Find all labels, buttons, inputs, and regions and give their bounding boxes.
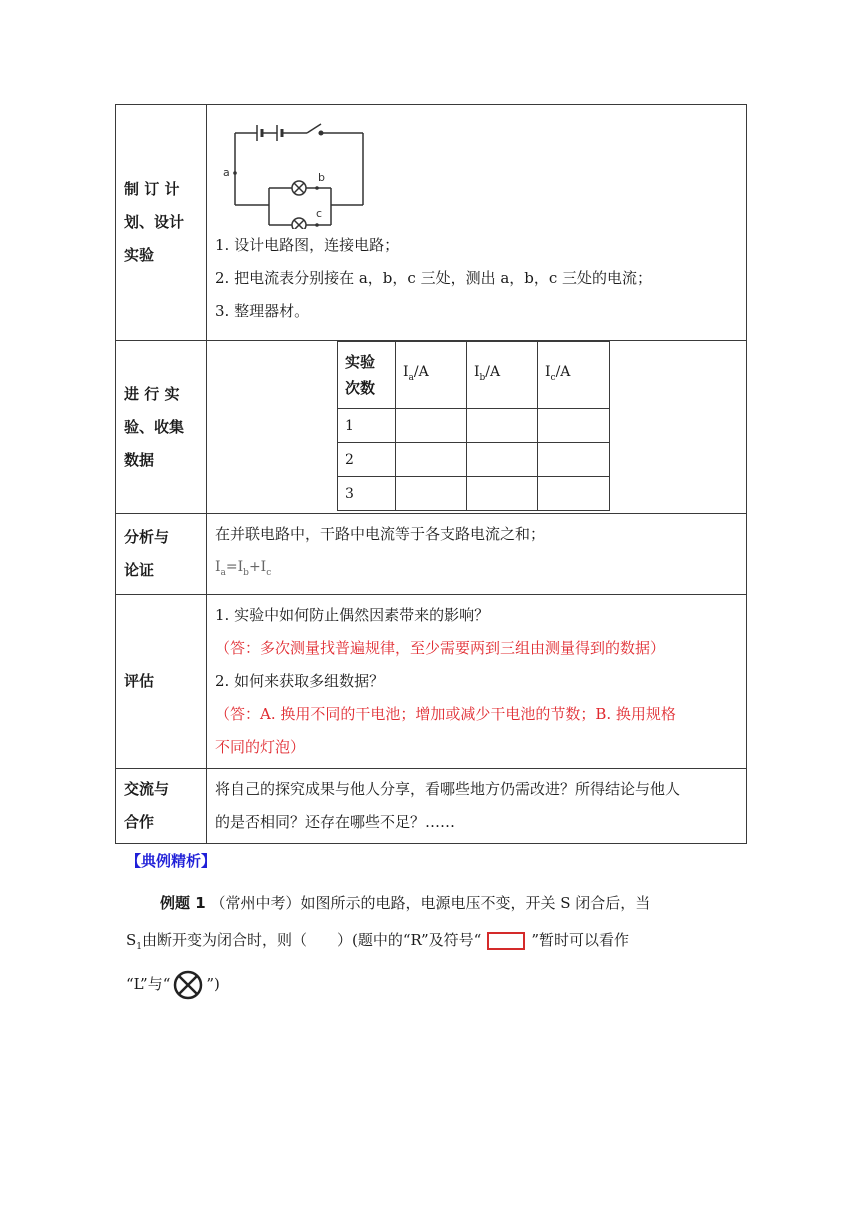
circuit-label-c: c [316, 207, 323, 220]
formula-equals: = [225, 559, 238, 575]
circuit-label-a: a [223, 166, 230, 179]
label-exchange-line2: 合作 [124, 812, 155, 831]
formula-ic-sub: c [266, 567, 272, 578]
example-line3 [126, 966, 746, 1003]
row-plan [116, 105, 747, 341]
data-table [337, 341, 610, 511]
section-title: 【典例精析】 [126, 852, 217, 870]
row-evaluation [116, 594, 747, 768]
table-cell [396, 477, 467, 511]
evaluation-question-2: 2. 如何来获取多组数据？ [215, 671, 385, 690]
label-experiment-line2: 验、收集 [124, 417, 185, 436]
table-cell [396, 409, 467, 443]
label-plan [116, 105, 207, 341]
current-formula [215, 551, 738, 590]
header-ib-unit: /A [485, 364, 501, 381]
table-cell [396, 443, 467, 477]
switch-s-sub: 1 [136, 942, 143, 952]
analysis-text: 在并联电路中，干路中电流等于各支路电流之和； [215, 525, 546, 543]
table-row [338, 477, 610, 511]
row-analysis [116, 514, 747, 595]
header-ib-sub: b [479, 372, 486, 383]
label-analysis-line2: 论证 [124, 560, 155, 579]
exchange-content [207, 768, 747, 843]
table-row [338, 409, 610, 443]
example-line2 [126, 922, 746, 966]
trial-number: 3 [338, 477, 396, 511]
header-ia [396, 342, 467, 409]
label-exchange-line1: 交流与 [124, 779, 170, 798]
label-plan-line2: 划、设计 [124, 213, 185, 231]
switch-s: S [126, 931, 137, 949]
plan-step-1: 1. 设计电路图，连接电路； [215, 236, 400, 254]
table-cell [467, 409, 538, 443]
formula-plus: + [248, 559, 261, 575]
resistor-symbol-icon [487, 932, 525, 950]
circuit-label-b: b [318, 171, 325, 184]
trial-number: 2 [338, 443, 396, 477]
header-trial [338, 342, 396, 409]
evaluation-content [207, 594, 747, 768]
header-trial-line1: 实验 [345, 353, 376, 371]
header-ib [467, 342, 538, 409]
header-ic [538, 342, 610, 409]
plan-step-3: 3. 整理器材。 [215, 302, 310, 320]
evaluation-answer-2-line2: 不同的灯泡） [215, 737, 306, 756]
header-ic-main: I [545, 364, 551, 381]
row-exchange [116, 768, 747, 843]
header-ia-sub: a [408, 372, 414, 383]
plan-step-2: 2. 把电流表分别接在 a，b，c 三处，测出 a，b，c 三处的电流； [215, 269, 653, 287]
row-experiment [116, 341, 747, 514]
table-cell [467, 443, 538, 477]
table-cell [538, 477, 610, 511]
trial-number: 1 [338, 409, 396, 443]
example-label: 例题 1 [160, 894, 206, 912]
experiment-content [207, 341, 747, 514]
label-plan-line3: 实验 [124, 246, 155, 264]
label-exchange [116, 768, 207, 843]
header-ic-unit: /A [555, 364, 571, 381]
label-experiment-line1: 进 行 实 [124, 384, 180, 403]
table-row [338, 443, 610, 477]
evaluation-answer-1: （答：多次测量找普遍规律，至少需要两到三组由测量得到的数据） [215, 638, 666, 657]
example-problem [126, 885, 746, 1003]
label-evaluation: 评估 [116, 594, 207, 768]
example-text-4: “L”与“ [126, 975, 171, 993]
label-experiment-line3: 数据 [124, 450, 155, 469]
header-ib-main: I [474, 364, 480, 381]
data-table-header [338, 342, 610, 409]
example-text-3: ”暂时可以看作 [531, 931, 630, 949]
formula-ib-sub: b [243, 567, 249, 578]
formula-ib: I [237, 559, 244, 575]
header-ia-main: I [403, 364, 409, 381]
header-trial-line2: 次数 [345, 379, 376, 397]
formula-ic: I [260, 559, 267, 575]
label-plan-line1: 制 订 计 [124, 180, 180, 198]
example-text-2: 由断开变为闭合时，则（ ）(题中的“R”及符号“ [142, 931, 482, 949]
experiment-table [115, 104, 747, 844]
analysis-content [207, 514, 747, 595]
exchange-line2: 的是否相同？还存在哪些不足？…… [215, 812, 456, 831]
formula-ia: I [215, 559, 221, 575]
plan-content [207, 105, 747, 341]
example-text-1: （常州中考）如图所示的电路，电源电压不变，开关 S 闭合后，当 [205, 894, 651, 912]
header-ia-unit: /A [413, 364, 429, 381]
table-cell [538, 409, 610, 443]
exchange-line1: 将自己的探究成果与他人分享，看哪些地方仍需改进？所得结论与他人 [215, 779, 681, 798]
label-experiment [116, 341, 207, 514]
table-cell [538, 443, 610, 477]
lamp-symbol-icon [172, 969, 204, 1001]
parallel-circuit-diagram [217, 121, 367, 229]
evaluation-answer-2-line1: （答：A. 换用不同的干电池；增加或减少干电池的节数；B. 换用规格 [215, 704, 676, 723]
label-analysis-line1: 分析与 [124, 527, 170, 546]
example-line1 [126, 885, 746, 922]
evaluation-question-1: 1. 实验中如何防止偶然因素带来的影响？ [215, 605, 490, 624]
table-cell [467, 477, 538, 511]
label-analysis [116, 514, 207, 595]
header-ic-sub: c [550, 372, 556, 383]
formula-ia-sub: a [220, 567, 226, 578]
example-text-5: ”) [206, 975, 220, 993]
